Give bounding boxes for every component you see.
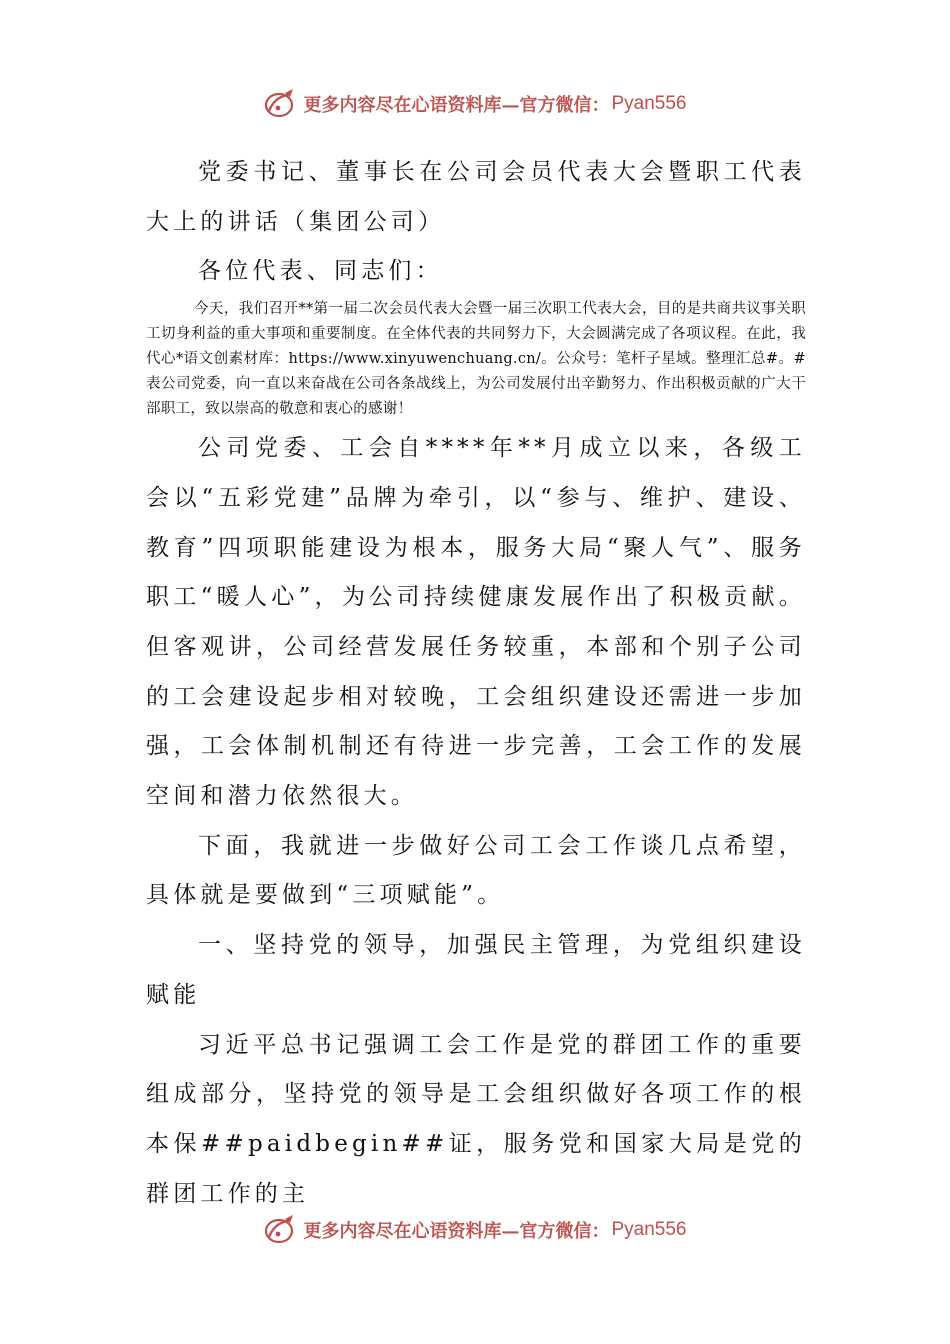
section-heading-1: 一、坚持党的领导，加强民主管理，为党组织建设赋能 — [146, 932, 806, 1008]
header-watermark-banner — [0, 84, 950, 124]
paragraph-1: 公司党委、工会自****年**月成立以来，各级工会以“五彩党建”品牌为牵引，以“参与、维护、建设、教育”四项职能建设为根本，服务大局“聚人气”、服务职工“暖人心”，为公司持续健康发展作出了积极贡献。但客观讲，公司经营发展任务较重，本部和个别子公司的工会建设起步相对较晚，工会组织建设还需进一步加强，工会体制机制还有待进一步完善，工会工作的发展空间和潜力依然很大。 — [146, 435, 806, 810]
signature-pen-icon — [263, 1213, 297, 1247]
footer-watermark-banner — [0, 1210, 950, 1250]
paragraph-3: 习近平总书记强调工会工作是党的群团工作的重要组成部分，坚持党的领导是工会组织做好各项工作的根本保##paidbegin##证，服务党和国家大局是党的群团工作的主 — [146, 1031, 806, 1207]
banner-wechat-id: Pyan556 — [611, 1219, 687, 1240]
banner-main-text: 更多内容尽在心语资料库—官方微信： — [303, 95, 610, 116]
banner-main-text: 更多内容尽在心语资料库—官方微信： — [303, 1221, 610, 1242]
banner-wechat-id: Pyan556 — [611, 93, 687, 114]
signature-pen-icon — [263, 87, 297, 121]
intro-paragraph: 今天，我们召开**第一届二次会员代表大会暨一届三次职工代表大会，目的是共商共议事关职工切身利益的重大事项和重要制度。在全体代表的共同努力下，大会圆满完成了各项议程。在此，我代心*语文创素材库：https://www.xinyuwenchuang.cn/。公众号：笔杆子星域。整理汇总#。#表公司党委，向一直以来奋战在公司各条战线上，为公司发展付出辛勤努力、作出积极贡献的广大干部职工，致以崇高的敬意和衷心的感谢！ — [146, 301, 806, 418]
document-title: 党委书记、董事长在公司会员代表大会暨职工代表大上的讲话（集团公司） — [146, 159, 806, 235]
greeting-line: 各位代表、同志们： — [198, 258, 443, 285]
document-body — [146, 148, 806, 1219]
paragraph-2: 下面，我就进一步做好公司工会工作谈几点希望，具体就是要做到“三项赋能”。 — [146, 832, 806, 909]
